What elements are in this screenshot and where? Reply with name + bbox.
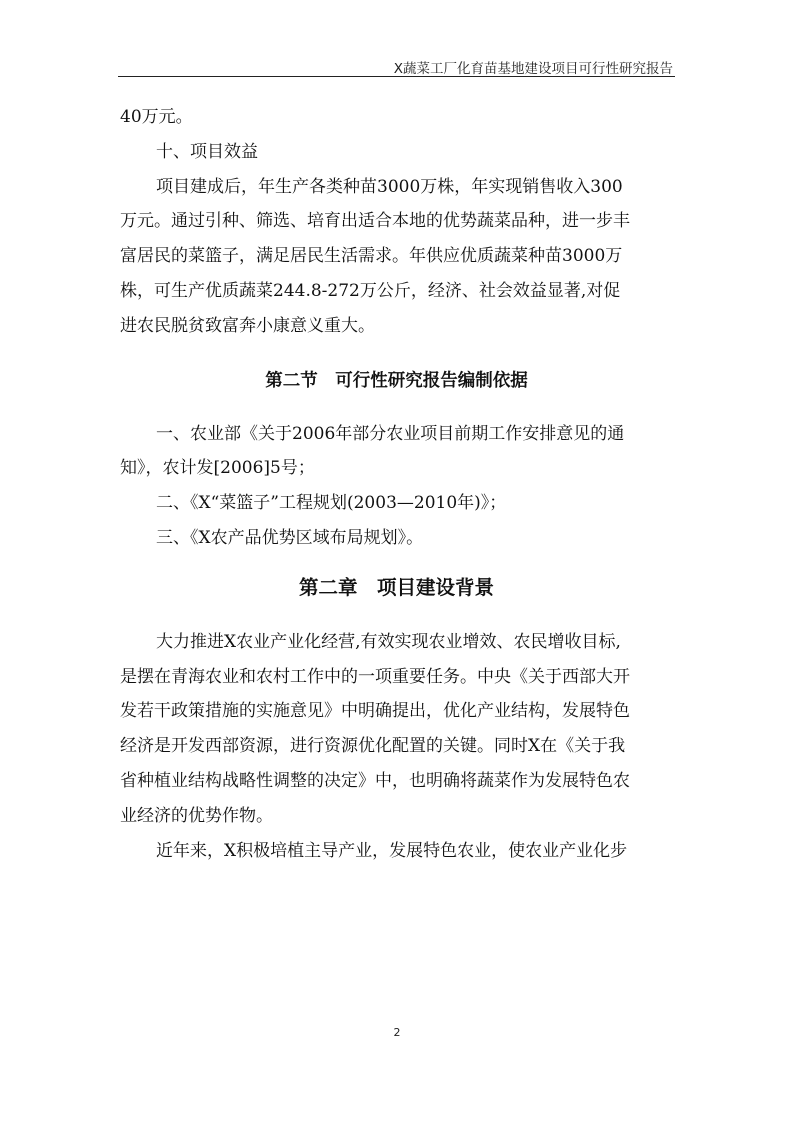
paragraph-line: 发若干政策措施的实施意见》中明确提出，优化产业结构，发展特色	[120, 701, 630, 722]
paragraph-line: 业经济的优势作物。	[120, 805, 273, 826]
reference-item: 三、《X农产品优势区域布局规划》。	[156, 527, 424, 548]
paragraph-line: 省种植业结构战略性调整的决定》中，也明确将蔬菜作为发展特色农	[120, 770, 630, 791]
paragraph-line: 是摆在青海农业和农村工作中的一项重要任务。中央《关于西部大开	[120, 666, 630, 687]
header-title: X蔬菜工厂化育苗基地建设项目可行性研究报告	[393, 61, 673, 77]
page-number: 2	[393, 1026, 401, 1039]
chapter-heading: 第二章 项目建设背景	[298, 575, 494, 599]
reference-item: 一、农业部《关于2006年部分农业项目前期工作安排意见的通	[156, 423, 625, 444]
paragraph-line: 40万元。	[120, 107, 193, 127]
paragraph-line: 进农民脱贫致富奔小康意义重大。	[120, 315, 375, 336]
reference-item: 二、《X“菜篮子”工程规划(2003—2010年)》；	[156, 493, 507, 514]
paragraph-line: 项目建成后，年生产各类种苗3000万株，年实现销售收入300	[156, 176, 623, 197]
section-heading: 第二节 可行性研究报告编制依据	[265, 370, 528, 391]
subheading-project-benefits: 十、项目效益	[156, 141, 258, 162]
reference-item-continued: 知》，农计发[2006]5号；	[120, 458, 315, 479]
document-body	[120, 100, 673, 868]
paragraph-line: 经济是开发西部资源，进行资源优化配置的关键。同时X在《关于我	[120, 736, 626, 757]
header-divider	[118, 76, 675, 77]
paragraph-line: 富居民的菜篮子，满足居民生活需求。年供应优质蔬菜种苗3000万	[120, 246, 623, 267]
paragraph-line: 大力推进X农业产业化经营,有效实现农业增效、农民增收目标,	[156, 631, 621, 652]
paragraph-line: 株，可生产优质蔬菜244.8-272万公斤，经济、社会效益显著,对促	[120, 280, 621, 301]
paragraph-line: 万元。通过引种、筛选、培育出适合本地的优势蔬菜品种，进一步丰	[120, 211, 630, 232]
paragraph-line: 近年来，X积极培植主导产业，发展特色农业，使农业产业化步	[156, 840, 628, 861]
